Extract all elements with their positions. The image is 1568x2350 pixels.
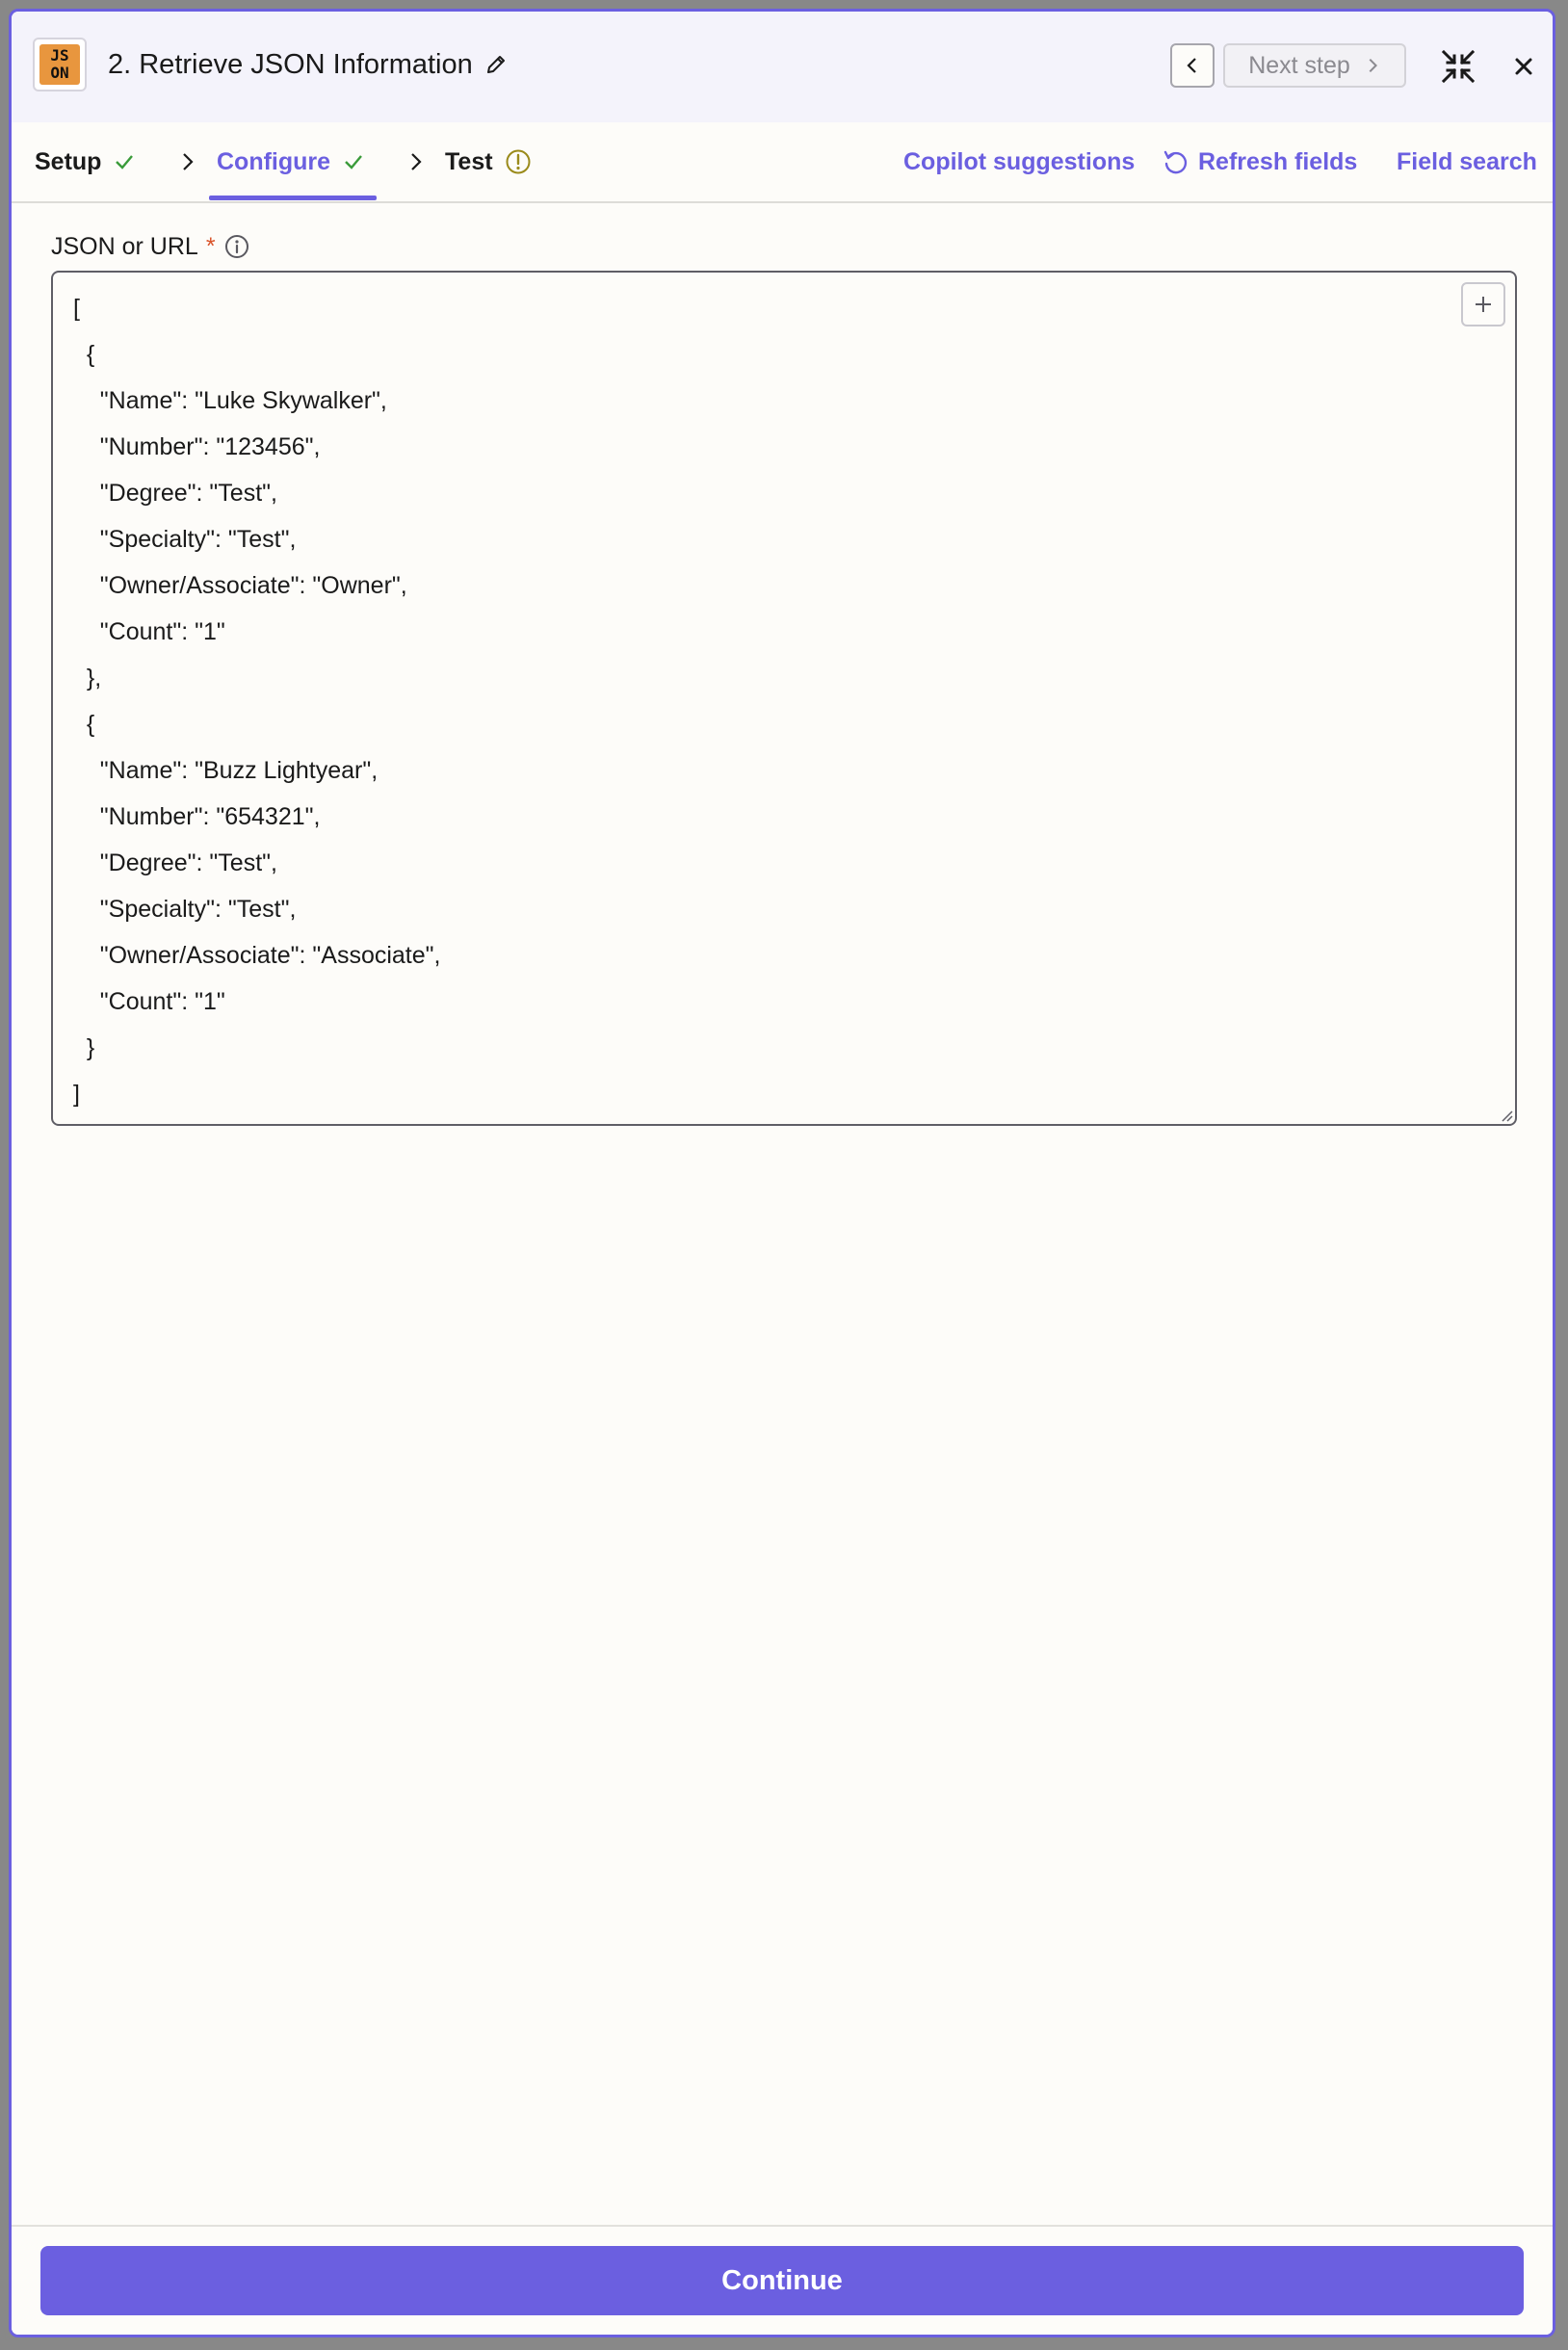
json-app-icon — [33, 38, 87, 91]
json-or-url-input[interactable] — [51, 271, 1517, 1126]
tab-setup[interactable] — [35, 122, 136, 201]
step-title[interactable]: 2. Retrieve JSON Information — [108, 48, 473, 80]
next-step-button[interactable] — [1223, 43, 1406, 88]
copilot-suggestions-link[interactable] — [903, 122, 1135, 201]
step-editor-panel — [9, 9, 1555, 2337]
next-step-label: Next step — [1248, 51, 1350, 79]
collapse-icon[interactable] — [1440, 48, 1477, 85]
chevron-right-icon — [1364, 57, 1381, 74]
previous-step-button[interactable] — [1170, 43, 1215, 88]
tab-setup-label: Setup — [35, 147, 102, 175]
tab-test[interactable] — [445, 122, 532, 201]
refresh-fields-label: Refresh fields — [1198, 147, 1358, 175]
close-icon[interactable] — [1509, 52, 1538, 81]
tab-configure[interactable] — [217, 122, 365, 201]
chevron-right-icon — [405, 151, 427, 172]
step-header — [12, 12, 1553, 122]
check-icon — [113, 150, 136, 173]
resize-handle-icon[interactable] — [1500, 1109, 1513, 1122]
field-label-text: JSON or URL — [51, 232, 198, 260]
required-marker: * — [205, 232, 216, 260]
copilot-suggestions-label: Copilot suggestions — [903, 147, 1136, 175]
pencil-icon[interactable] — [484, 53, 508, 76]
refresh-fields-button[interactable] — [1162, 122, 1357, 201]
field-search-link[interactable] — [1397, 122, 1537, 201]
continue-button[interactable]: Continue — [40, 2246, 1524, 2315]
chevron-right-icon — [177, 151, 198, 172]
active-tab-indicator — [209, 196, 377, 200]
warning-icon — [505, 148, 532, 175]
check-icon — [342, 150, 365, 173]
insert-data-button[interactable] — [1461, 282, 1505, 326]
json-or-url-label — [51, 229, 250, 264]
app-icon-text-bottom: ON — [50, 64, 69, 82]
step-tabs — [12, 122, 1553, 203]
refresh-icon — [1162, 148, 1189, 175]
field-search-label: Field search — [1397, 147, 1537, 175]
plus-icon — [1473, 294, 1494, 315]
json-input-value[interactable]: [ { "Name": "Luke Skywalker", "Number": "123456", "Degree": "Test", "Specialty": "Test", "Owner/Associate": "Owner", "Count": "1" }, { "Name": "Buzz Lightyear", "Number": "654321", "Degree": "Test", "Specialty": "Test", "Owner/Associate": "Associate", "Count": "1" } ] — [73, 295, 441, 1108]
app-icon-text-top: JS — [50, 46, 69, 65]
chevron-left-icon — [1183, 56, 1202, 75]
tab-test-label: Test — [445, 147, 493, 175]
footer — [12, 2225, 1553, 2335]
tab-configure-label: Configure — [217, 147, 331, 175]
info-icon[interactable] — [223, 233, 250, 260]
